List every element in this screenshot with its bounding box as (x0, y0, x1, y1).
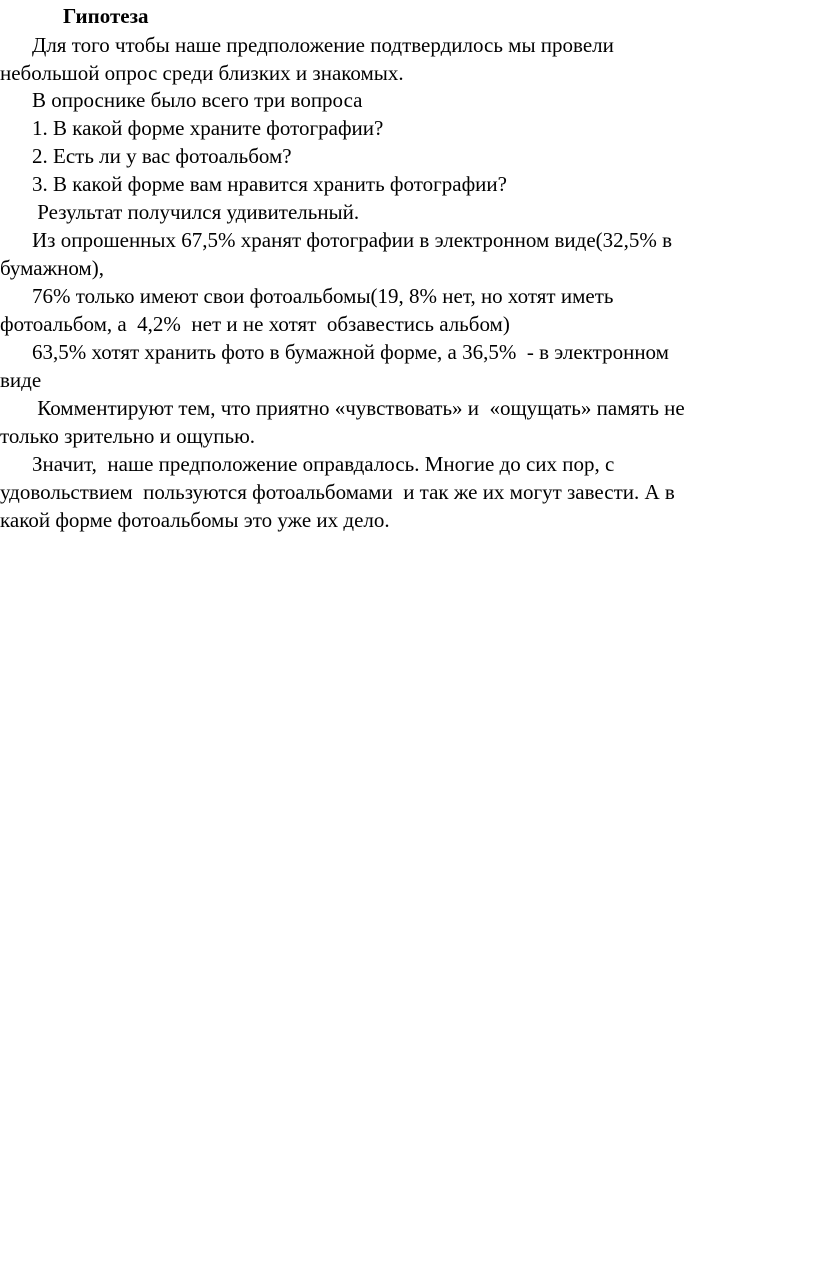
paragraph-line: Комментируют тем, что приятно «чувствовать» и «ощущать» память не (32, 396, 685, 420)
question-line: 2. Есть ли у вас фотоальбом? (32, 144, 292, 168)
paragraph-line: какой форме фотоальбомы это уже их дело. (0, 508, 390, 532)
question-line: 3. В какой форме вам нравится хранить фотографии? (32, 172, 507, 196)
document-title: Гипотеза (63, 4, 149, 28)
question-line: 1. В какой форме храните фотографии? (32, 116, 384, 140)
paragraph-line: 63,5% хотят хранить фото в бумажной форме, а 36,5% - в электронном (32, 340, 669, 364)
paragraph-line: Результат получился удивительный. (32, 200, 360, 224)
paragraph-line: только зрительно и ощупью. (0, 424, 256, 448)
paragraph-line: фотоальбом, а 4,2% нет и не хотят обзавестись альбом) (0, 312, 510, 336)
paragraph-line: Значит, наше предположение оправдалось. Многие до сих пор, с (32, 452, 615, 476)
paragraph-line: удовольствием пользуются фотоальбомами и так же их могут завести. А в (0, 480, 675, 504)
paragraph-line: В опроснике было всего три вопроса (32, 88, 363, 112)
paragraph-line: 76% только имеют свои фотоальбомы(19, 8% нет, но хотят иметь (32, 284, 614, 308)
paragraph-line: Для того чтобы наше предположение подтвердилось мы провели (32, 33, 614, 57)
paragraph-line: бумажном), (0, 256, 104, 280)
paragraph-line: Из опрошенных 67,5% хранят фотографии в электронном виде(32,5% в (32, 228, 673, 252)
paragraph-line: виде (0, 368, 42, 392)
paragraph-line: небольшой опрос среди близких и знакомых. (0, 61, 404, 85)
